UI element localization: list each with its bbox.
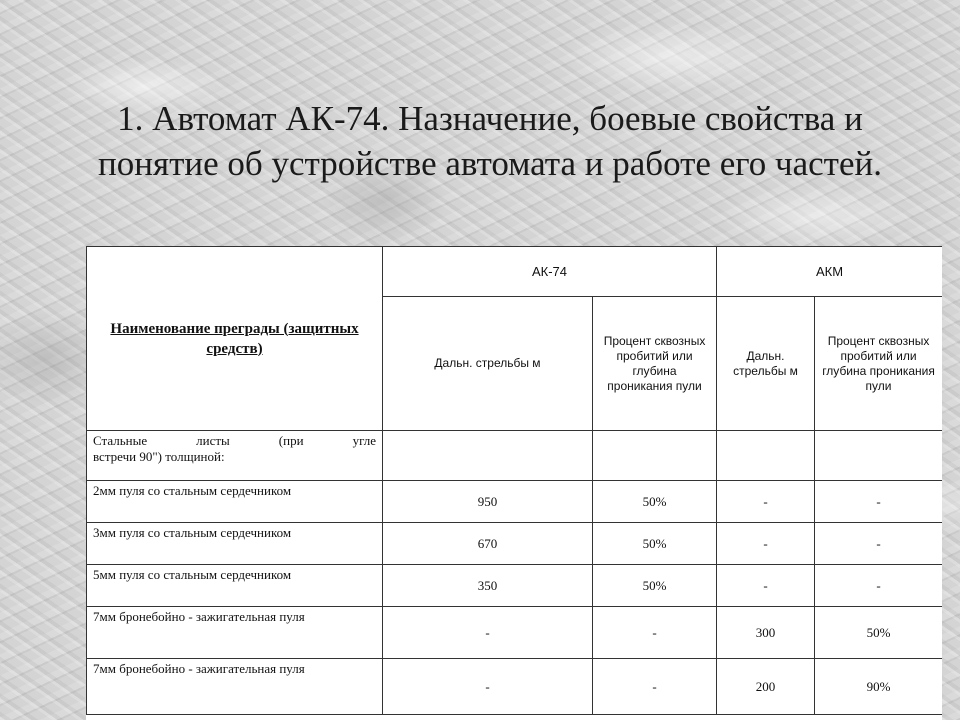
obstacle-header: Наименование преграды (защитных средств): [87, 247, 383, 431]
section-label-line2: встречи 90") толщиной:: [93, 449, 225, 464]
table-row: [87, 607, 943, 659]
section-label: [87, 431, 383, 481]
ak74-penetration: 50%: [593, 481, 717, 523]
akm-penetration: -: [815, 523, 942, 565]
obstacle-name: 3мм пуля со стальным сердечником: [87, 523, 383, 565]
ak74-penetration: -: [593, 607, 717, 659]
akm-penetration: -: [815, 481, 942, 523]
table-row: [87, 523, 943, 565]
header-row-systems: [87, 247, 943, 297]
akm-penetration-header: Процент сквозных пробитий или глубина проникания пули: [815, 297, 942, 431]
akm-range: -: [717, 565, 815, 607]
obstacle-name: 7мм бронебойно - зажигательная пуля: [87, 659, 383, 715]
akm-penetration: 90%: [815, 659, 942, 715]
akm-range-header: Дальн. стрельбы м: [717, 297, 815, 431]
empty-cell: [815, 431, 942, 481]
section-row: [87, 431, 943, 481]
ak74-range: 350: [383, 565, 593, 607]
penetration-table: [86, 246, 942, 715]
obstacle-name: 5мм пуля со стальным сердечником: [87, 565, 383, 607]
empty-cell: [383, 431, 593, 481]
empty-cell: [593, 431, 717, 481]
table-row: [87, 659, 943, 715]
akm-range: 200: [717, 659, 815, 715]
table-row: [87, 565, 943, 607]
ak74-penetration: 50%: [593, 565, 717, 607]
ak74-penetration: 50%: [593, 523, 717, 565]
ak74-range: -: [383, 659, 593, 715]
ak74-range: 670: [383, 523, 593, 565]
section-label-line1: Стальные листы (при угле: [93, 433, 376, 448]
ak74-range: 950: [383, 481, 593, 523]
akm-range: -: [717, 481, 815, 523]
table-row: [87, 481, 943, 523]
obstacle-name: 2мм пуля со стальным сердечником: [87, 481, 383, 523]
ak74-range-header: Дальн. стрельбы м: [383, 297, 593, 431]
akm-penetration: -: [815, 565, 942, 607]
ak74-penetration: -: [593, 659, 717, 715]
ak74-penetration-header: Процент сквозных пробитий или глубина проникания пули: [593, 297, 717, 431]
ak74-range: -: [383, 607, 593, 659]
akm-penetration: 50%: [815, 607, 942, 659]
akm-header: АКМ: [717, 247, 942, 297]
obstacle-name: 7мм бронебойно - зажигательная пуля: [87, 607, 383, 659]
akm-range: -: [717, 523, 815, 565]
slide-title: 1. Автомат АК-74. Назначение, боевые свойства и понятие об устройстве автомата и работе его частей.: [98, 99, 882, 183]
ak74-header: АК-74: [383, 247, 717, 297]
akm-range: 300: [717, 607, 815, 659]
penetration-table-container: [86, 246, 942, 720]
empty-cell: [717, 431, 815, 481]
